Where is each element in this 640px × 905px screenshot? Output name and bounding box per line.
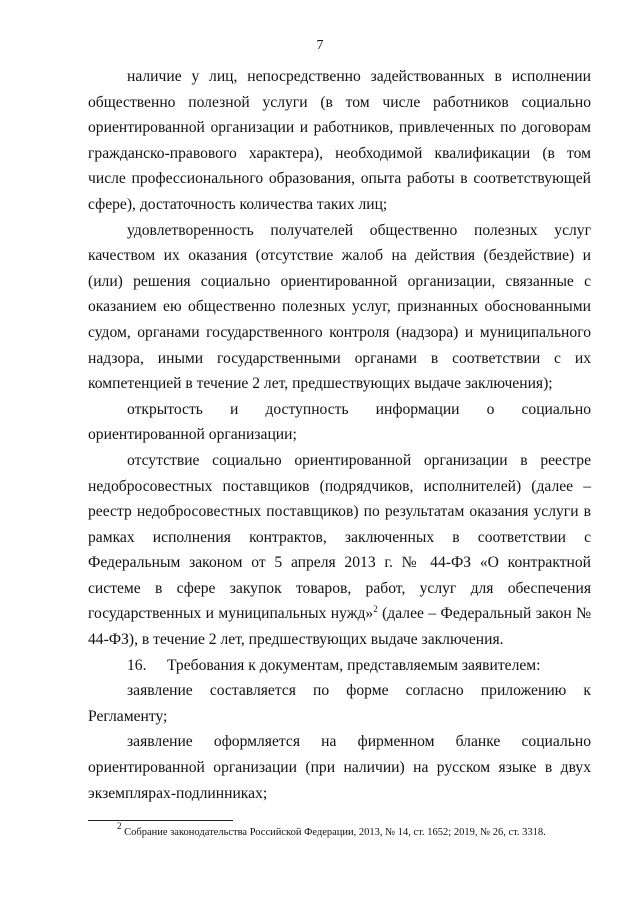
section-number: 16.: [127, 656, 147, 674]
document-body: [88, 64, 591, 806]
paragraph-recipient-satisfaction: удовлетворенность получателей общественно полезных услуг качеством их оказания (отсутствие жалоб на действия (бездействие) и (или) решения социально ориентированной организации, связанные с оказанием ею общественно полезных услуг, признанных обоснованными судом, органами государственного контроля (надзора) и муниципального надзора, иными государственными органами в соответствии с их компетенцией в течение 2 лет, предшествующих выдаче заключения);: [88, 221, 591, 393]
footnote-marker: 2: [117, 821, 122, 831]
paragraph-staff-qualification: наличие у лиц, непосредственно задействованных в исполнении общественно полезной услуги (в том числе работников социально ориентированной организации и работников, привлеченных по договорам гражданско-правового характера), необходимой квалификации (в том числе профессионального образования, опыта работы в соответствующей сфере), достаточность количества таких лиц;: [88, 68, 591, 213]
section-title: Требования к документам, представляемым заявителем:: [167, 656, 541, 674]
paragraph-information-openness: открытость и доступность информации о социально ориентированной организации;: [88, 400, 591, 444]
paragraph-unscrupulous-suppliers-registry: [88, 448, 591, 653]
footnote-reference: 2: [373, 604, 378, 615]
paragraph-application-form: заявление составляется по форме согласно приложению к Регламенту;: [88, 682, 591, 725]
section-16-heading: [88, 653, 591, 679]
footnote: [117, 821, 587, 839]
page-number: 7: [316, 38, 324, 53]
footnote-text: Собрание законодательства Российской Федерации, 2013, № 14, ст. 1652; 2019, № 26, ст. 3318.: [121, 827, 546, 838]
footnote-divider: [88, 820, 233, 821]
registry-text-part1: отсутствие социально ориентированной организации в реестре недобросовестных поставщиков (подрядчиков, исполнителей) (далее – реестр недобросовестных поставщиков) по результатам оказания услуги в рамках исполнения контрактов, заключенных в соответствии с Федеральным законом от 5 апреля 2013 г. № 44-ФЗ «О контрактной системе в сфере закупок товаров, работ, услуг для обеспечения государственных и муниципальных нужд»: [88, 451, 591, 623]
registry-text-part2: (далее – Федеральный закон № 44-ФЗ), в течение 2 лет, предшествующих выдаче заключения.: [88, 605, 591, 649]
paragraph-application-letterhead: заявление оформляется на фирменном бланке социально ориентированной организации (при наличии) на русском языке в двух экземплярах-подлинниках;: [88, 733, 591, 802]
